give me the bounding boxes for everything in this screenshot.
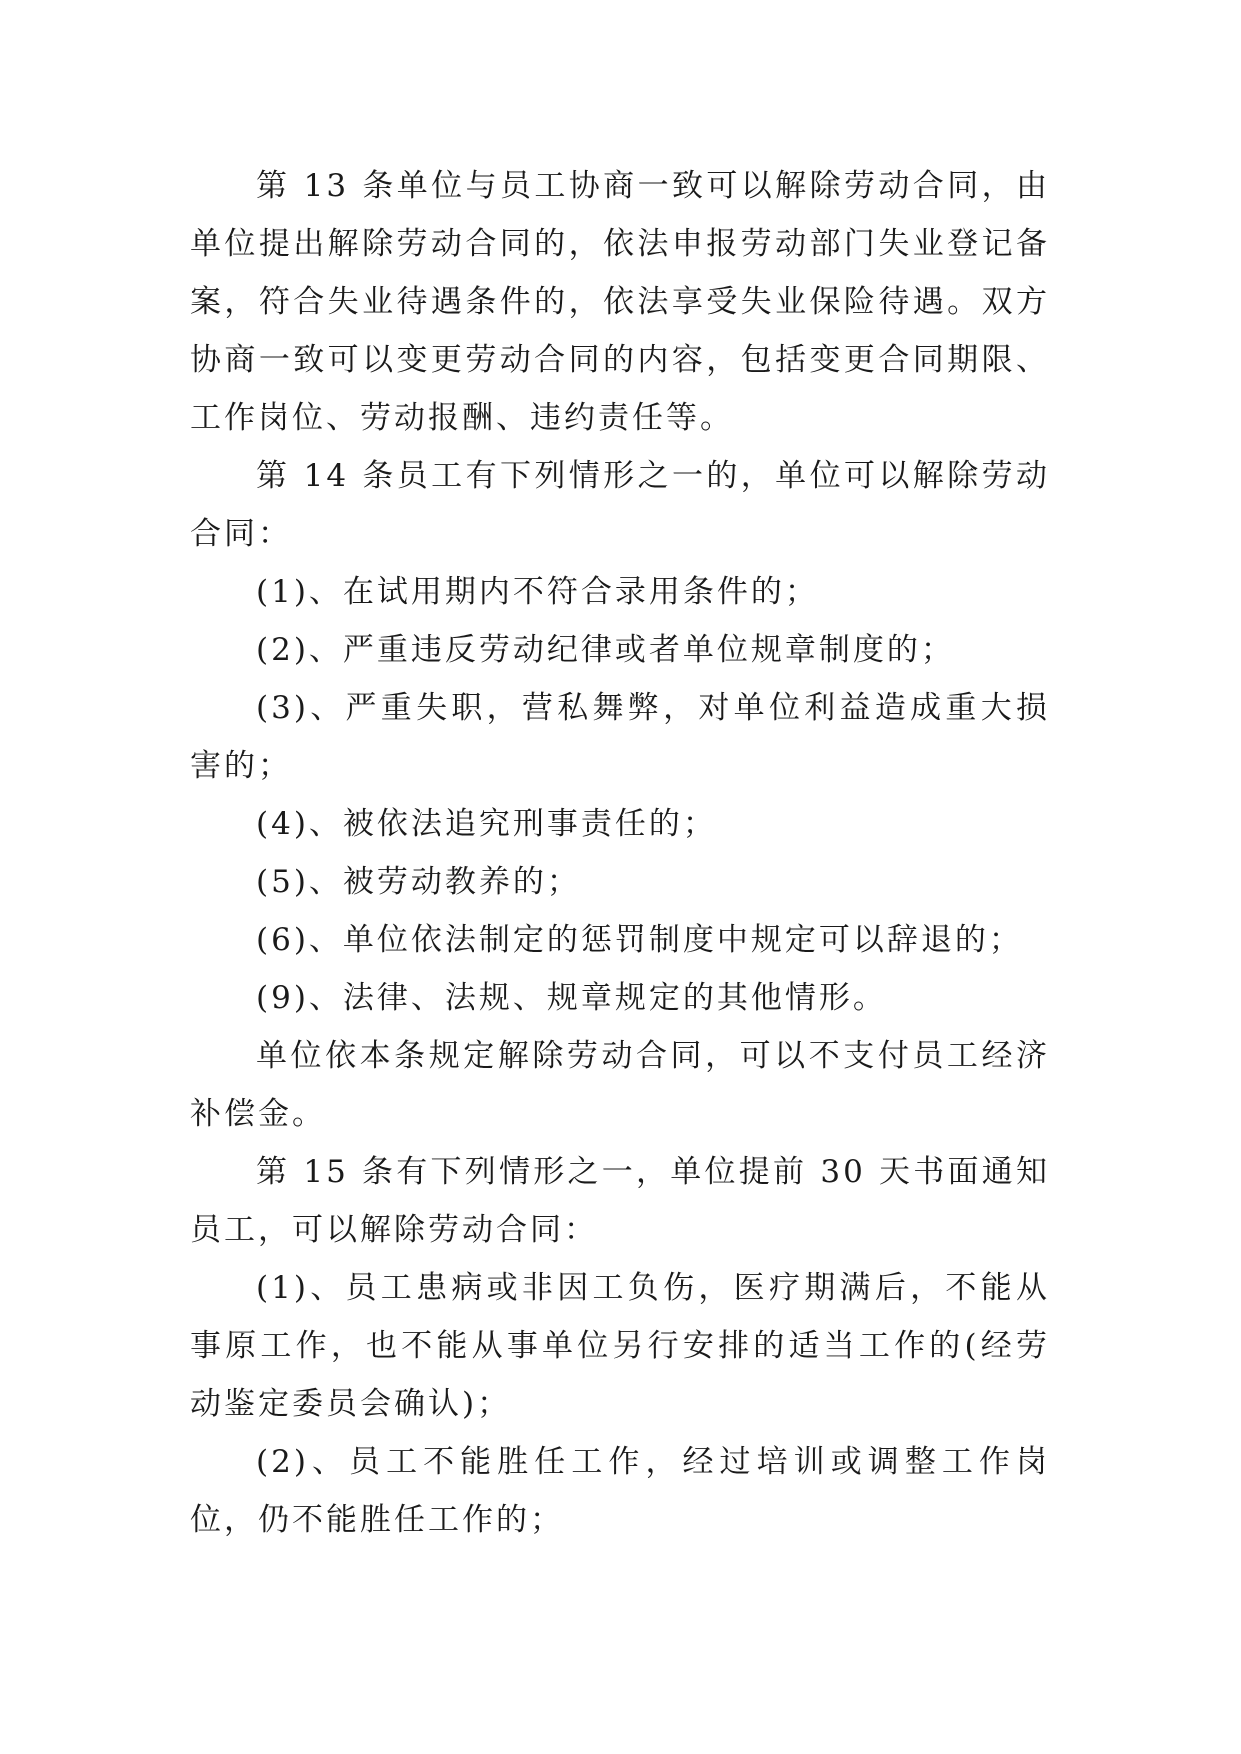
document-body	[190, 157, 1050, 1549]
list-item: (6)、单位依法制定的惩罚制度中规定可以辞退的；	[256, 922, 1023, 958]
list-item: (2)、严重违反劳动纪律或者单位规章制度的；	[256, 632, 955, 668]
list-item: (2)、员工不能胜任工作，经过培训或调整工作岗位，仍不能胜任工作的；	[190, 1444, 1050, 1538]
compensation-paragraph: 单位依本条规定解除劳动合同，可以不支付员工经济补偿金。	[190, 1038, 1050, 1132]
article-15-paragraph: 第 15 条有下列情形之一，单位提前 30 天书面通知员工，可以解除劳动合同：	[190, 1154, 1050, 1248]
list-item: (3)、严重失职，营私舞弊，对单位利益造成重大损害的；	[190, 690, 1050, 784]
list-item: (1)、员工患病或非因工负伤，医疗期满后，不能从事原工作，也不能从事单位另行安排的适当工作的(经劳动鉴定委员会确认)；	[190, 1270, 1050, 1422]
list-item: (1)、在试用期内不符合录用条件的；	[256, 574, 819, 610]
list-item: (9)、法律、法规、规章规定的其他情形。	[256, 980, 887, 1016]
article-13-paragraph: 第 13 条单位与员工协商一致可以解除劳动合同，由单位提出解除劳动合同的，依法申报劳动部门失业登记备案，符合失业待遇条件的，依法享受失业保险待遇。双方协商一致可以变更劳动合同的内容，包括变更合同期限、工作岗位、劳动报酬、违约责任等。	[190, 168, 1050, 436]
list-item: (5)、被劳动教养的；	[256, 864, 581, 900]
article-14-paragraph: 第 14 条员工有下列情形之一的，单位可以解除劳动合同：	[190, 458, 1050, 552]
list-item: (4)、被依法追究刑事责任的；	[256, 806, 717, 842]
